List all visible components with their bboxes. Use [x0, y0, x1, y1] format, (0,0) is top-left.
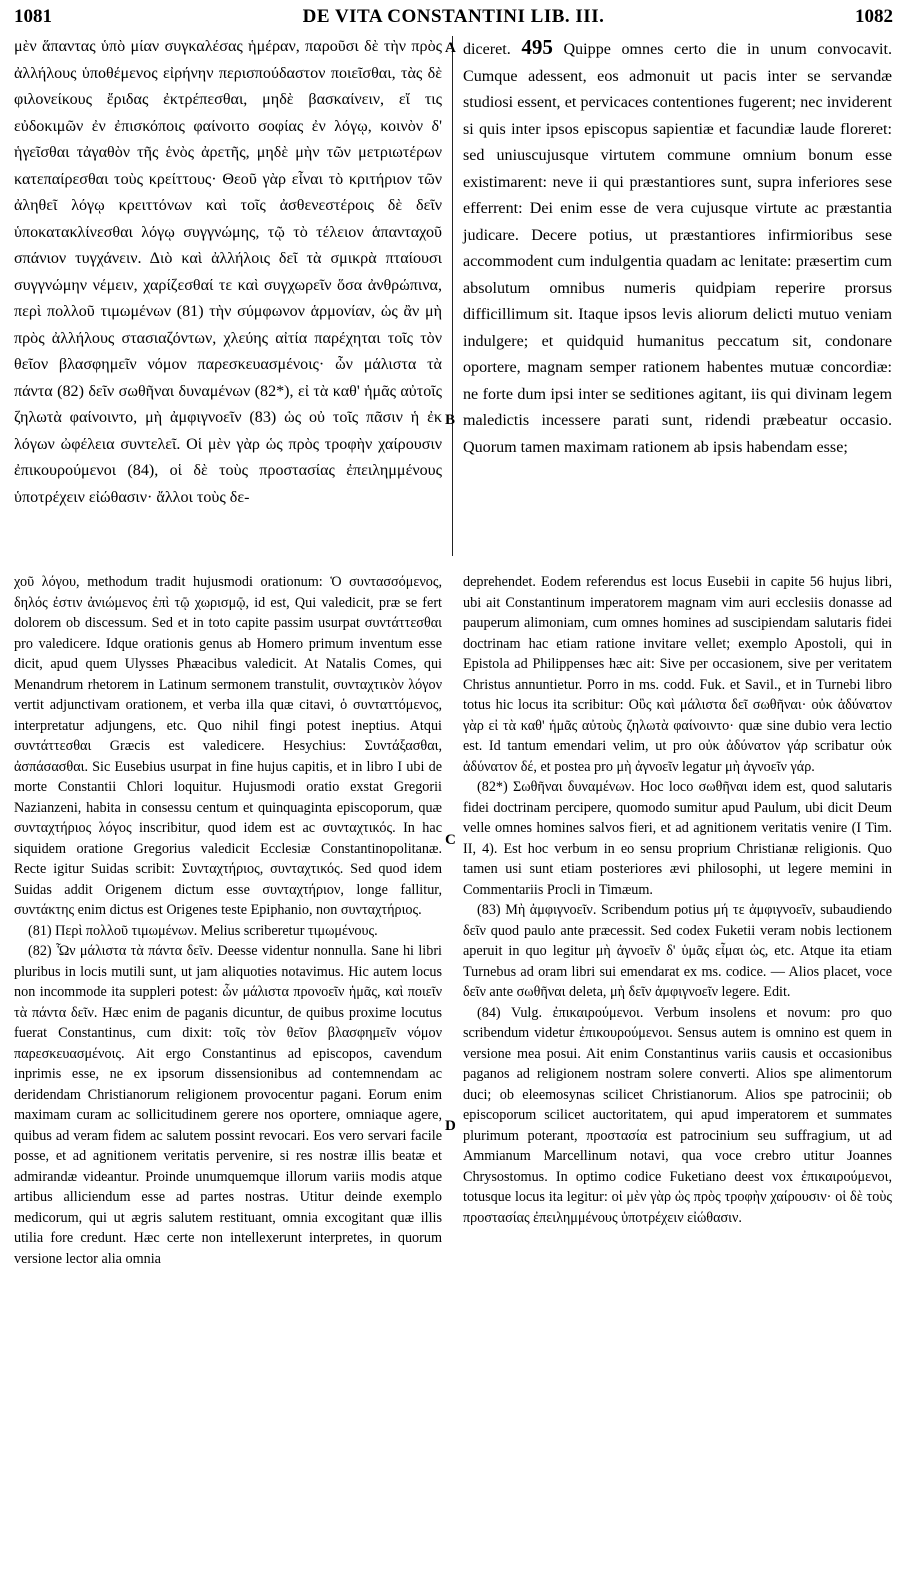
footnote-83: (83) Μὴ ἀμφιγνοεῖν. Scribendum potius μή τε ἀμφιγνοεῖν, subaudiendo δεῖν quod paulo ante præcessit. Sed codex Fuketii veram nobis lectionem aperuit in quo legitur μὴ ἀγνοεῖν δ' ὑμᾶς εἶμαι ὡς, etc. Atque ita etiam Turnebus ad oram libri sui emendarat ex ms. codice. — Alios placet, voce δεῖν ante σωθῆναι deleta, μὴ δεῖν ἀμφιγνοεῖν legere. Edit. [463, 902, 892, 1000]
page-number-right: 1082 [855, 6, 893, 27]
footnote-82-star: (82*) Σωθῆναι δυναμένων. Hoc loco σωθῆναι idem est, quod salutaris fidei doctrinam percipere, quomodo sumitur apud Paulum, ubi dicit Deum velle omnes homines salvos fieri, et ad agnitionem veritatis venire (I Tim. II, 4). Est hoc verbum in eo sensu proprium Christianæ religionis. Quo tamen usi sunt etiam posteriores ævi philosophi, ut legere memini in Commentariis Procli in Timæum. [463, 779, 892, 898]
footnotes-right-column [463, 572, 892, 1228]
footnotes-left-column [14, 572, 442, 1269]
page-header [14, 6, 893, 36]
footnote-paragraph: χοῦ λόγου, methodum tradit hujusmodi orationum: Ὁ συντασσόμενος, δηλός ἐστιν ἀνιώμενος ἐπὶ τῷ χωρισμῷ, id est, Qui valedicit, præ se fert dolorem ob discessum. Sed et in toto capite passim usurpat συντάττεσθαι pro valedicere. Idque orationis genus ab Homero primum inventum esse dicit, apud quem Ulysses Phæacibus valedicit. At Natalis Comes, qui Menandrum rhetorem in Latinum sermonem transtulit, συνταχτικὸν λόγον vertit adjunctivam orationem, et verba illa quæ citavi, ὁ συνταττόμενος, interpretatur adjungens, etc. Quo nihil fingi potest ineptius. Atqui συντάττεσθαι Græcis est valedicere. Hesychius: Συντάξασθαι, ἀσπάσασθαι. Sic Eusebius usurpat in fine hujus capitis, et in libro I ubi de morte Constantii Chlori loquitur. Hujusmodi oratio exstat Gregorii Nazianzeni, habita in consessu centum et quinquaginta episcoporum, quæ συνταχτήριος λόγος inscribitur, quod idem est ac συνταχτικός. In hac siquidem oratione Gregorius valedicit Ecclesiæ Constantinopolitanæ. Recte igitur Suidas scribit: Συνταχτήριος, συνταχτικός. Sed quod idem Suidas addit Origenem dictum esse συνταχτήριον, longe fallitur, συντάκτης enim dictus est Origenes teste Epiphanio, non συνταχτήριος. [14, 574, 442, 918]
section-number: 495 [521, 35, 553, 59]
latin-body-text: Quippe omnes certo die in unum convocavit. Cumque adessent, eos admonuit ut pacis inter se servandæ studiosi essent, et pervicaces contentiones fugerent; nec inviderent si quis inter ipsos episcopus sapientiæ et facundiæ laude floreret: sed uniuscujusque virtutem commune omnium bonum esse existimarent: neve ii qui præstantiores sunt, supra inferiores sese efferrent: Dei enim esse de vera cujusque virtute ac præstantia judicare. Decere potius, ut præstantiores infirmioribus sese accommodent cum indulgentia quadam ac lenitate: præsertim cum absolutum omnibus numeris quidpiam reperire prorsus difficillimum sit. Itaque ipsos levis aliorum delicti mutuo veniam indulgere; et quidquid humanitus peccatum sit, condonare oportere, magnam semper rationem habentes mutuæ concordiæ: ne forte dum ipsi inter se seditiones agitant, iis qui divinam legem maledictis incessere parati sunt, ridendi præbeatur occasio. Quorum tamen maximam rationem ab ipsis habendam esse; [463, 41, 893, 456]
footnote-82: (82) Ὧν μάλιστα τὰ πάντα δεῖν. Deesse videntur nonnulla. Sane hi libri pluribus in locis mutili sunt, ut jam aliquoties notavimus. Hic autem locus non incommode ita suppleri potest: ὧν μάλιστα προνοεῖν ἡμᾶς, καὶ ποιεῖν τὰ πάντα δεῖν. Hæc enim de paganis dicuntur, de quibus proxime locutus fuerat Constantinus, cum dixit: τοῖς τὸν θεῖον βλασφημεῖν νόμον παρεσκευασμένοις. Ait ergo Constantinus ad episcopos, cavendum inprimis esse, ne ex ipsorum dissensionibus ad contemnendam ac deridendam Christianorum religionem provocentur pagani. Eorum enim maximam curam ac sollicitudinem gerere nos oportere, omniaque agere, quibus ad veram fidem ac salutem possint revocari. Eos vero servari facile posse, et ad agnitionem veritatis pervenire, si res nostræ illis beatæ et admirandæ videantur. Proinde unumquemque illorum variis modis atque artibus alliciendum esse ad partes nostras. Utitur deinde exemplo medicorum, qui ut ægris salutem restituant, omnia excogitant quæ illis utilia fore credunt. Hæc certe non intellexerunt interpretes, in quorum versione lector alia omnia [14, 943, 442, 1267]
running-title: DE VITA CONSTANTINI LIB. III. [302, 6, 605, 27]
column-divider [452, 36, 453, 556]
footnote-81: (81) Περὶ πολλοῦ τιμωμένων. Melius scriberetur τιμωμένους. [28, 922, 378, 939]
footnote-paragraph: deprehendet. Eodem referendus est locus Eusebii in capite 56 hujus libri, ubi ait Constantinum imperatorem magnam vim auri ecclesiis donasse ad pauperum alimoniam, cum omnes homines ad suscipiendam salutaris fidei doctrinam hac etiam ratione invitare vellet; exemplo Apostoli, qui in Epistola ad Philippenses hæc ait: Sive per occasionem, sive per veritatem Christus annuntietur. Porro in ms. codd. Fuk. et Savil., et in Turnebi libro totus hic locus ita scribitur: Οὓς καὶ μάλιστα δεῖ σωθῆναι· οὐκ ἀδύνατον γὰρ εἰ τὰ καθ' ἡμᾶς αὐτοὺς ζηλωτὰ φαίνοιντο· quæ sine dubio vera lectio est. Id tantum emendari velim, ut pro οὐκ ἀδύνατον γάρ scribatur οὐκ ἀδύνατον δέ, et postea pro μὴ ἀγνοεῖν legatur μὴ ἀγνοεῖν γάρ. [463, 574, 892, 775]
margin-letter-c: C [445, 832, 456, 848]
margin-letter-b: B [445, 412, 456, 428]
footnote-84: (84) Vulg. ἐπικαιρούμενοι. Verbum insolens et novum: pro quo scribendum videtur ἐπικουρούμενοι. Sensus autem is omnino est quem in versione mea posui. Ait enim Constantinus variis causis et occasionibus paganos ad religionem nostram solere converti. Alios spe alimentorum duci; ob eleemosynas scilicet Christianorum. Alios spe patrocinii; ob episcoporum scilicet auctoritatem, qui apud imperatorem et summates plurimum poterant, προστασία est patrocinium seu suffragium, ut ad Ammianum Marcellinum notavi, qua voce crebro utitur Joannes Chrysostomus. In optimo codice Fuketiano deest vox ἐπικαιρούμενοι, totusque locus ita legitur: οἱ μὲν γὰρ ὡς πρὸς τροφὴν χαίρουσιν· οἱ δὲ τοὺς προστασίας ἐπειλημμένους ὑποτρέχειν εἰώθασιν. [463, 1004, 892, 1226]
greek-paragraph: μὲν ἅπαντας ὑπὸ μίαν συγκαλέσας ἡμέραν, παροῦσι δὲ τὴν πρὸς ἀλλήλους ὑποθέμενος εἰρήνην περισπούδαστον ποιεῖσθαι, τὰς δὲ φιλονείκους ἔριδας ἐκτρέπεσθαι, μηδὲ βασκαίνειν, εἴ τις εὐδοκιμῶν ἐν ἐπισκόποις φαίνοιτο σοφίας ἐν λόγῳ, κοινὸν δ' ἡγεῖσθαι τἀγαθὸν τῆς ἑνὸς ἀρετῆς, μηδὲ μὴν τῶν μετριωτέρων κατεπαίρεσθαι τοὺς κρείττους· Θεοῦ γὰρ εἶναι τὸ κριτήριον τῶν ἀληθεῖ λόγῳ κρειττόνων καὶ τοῖς ἀσθενεστέροις δὲ δεῖν ὑποκατακλίνεσθαι λόγῳ συγγνώμης, τῷ τὸ τέλειον ἁπανταχοῦ σπάνιον τυγχάνειν. Διὸ καὶ ἀλλήλοις δεῖ τὰ σμικρὰ πταίουσι συγγνώμην νέμειν, χαρίζεσθαί τε καὶ συγχωρεῖν ὅσα ἀνθρώπινα, περὶ πολλοῦ τιμωμένων (81) τὴν σύμφωνον ἁρμονίαν, ὡς ἂν μὴ πρὸς ἀλλήλους στασιαζόντων, χλεύης αἰτία παρέχηται τοῖς τὸν θεῖον βλασφημεῖν νόμον παρεσκευασμένοις· ὧν μάλιστα τὰ πάντα (82) δεῖν σωθῆναι δυναμένων (82*), εἰ τὰ καθ' ἡμᾶς αὐτοῖς ζηλωτὰ φαίνοιντο, μὴ ἀμφιγνοεῖν (83) ὡς οὐ τοῖς πᾶσιν ἡ ἐκ λόγων ὠφέλεια συντελεῖ. Οἱ μὲν γὰρ ὡς πρὸς τροφὴν χαίρουσιν ἐπικουρούμενοι (84), οἱ δὲ τοὺς προστασίας ἐπειλημμένους ὑποτρέχειν εἰώθασιν· ἄλλοι τοὺς δε- [14, 38, 442, 506]
page-number-left: 1081 [14, 6, 52, 27]
latin-lead-word: diceret. [463, 41, 511, 58]
greek-text-column [14, 34, 442, 511]
latin-paragraph [463, 34, 892, 461]
latin-text-column [463, 34, 892, 461]
margin-letter-d: D [445, 1118, 456, 1134]
margin-letter-a: A [445, 40, 456, 56]
